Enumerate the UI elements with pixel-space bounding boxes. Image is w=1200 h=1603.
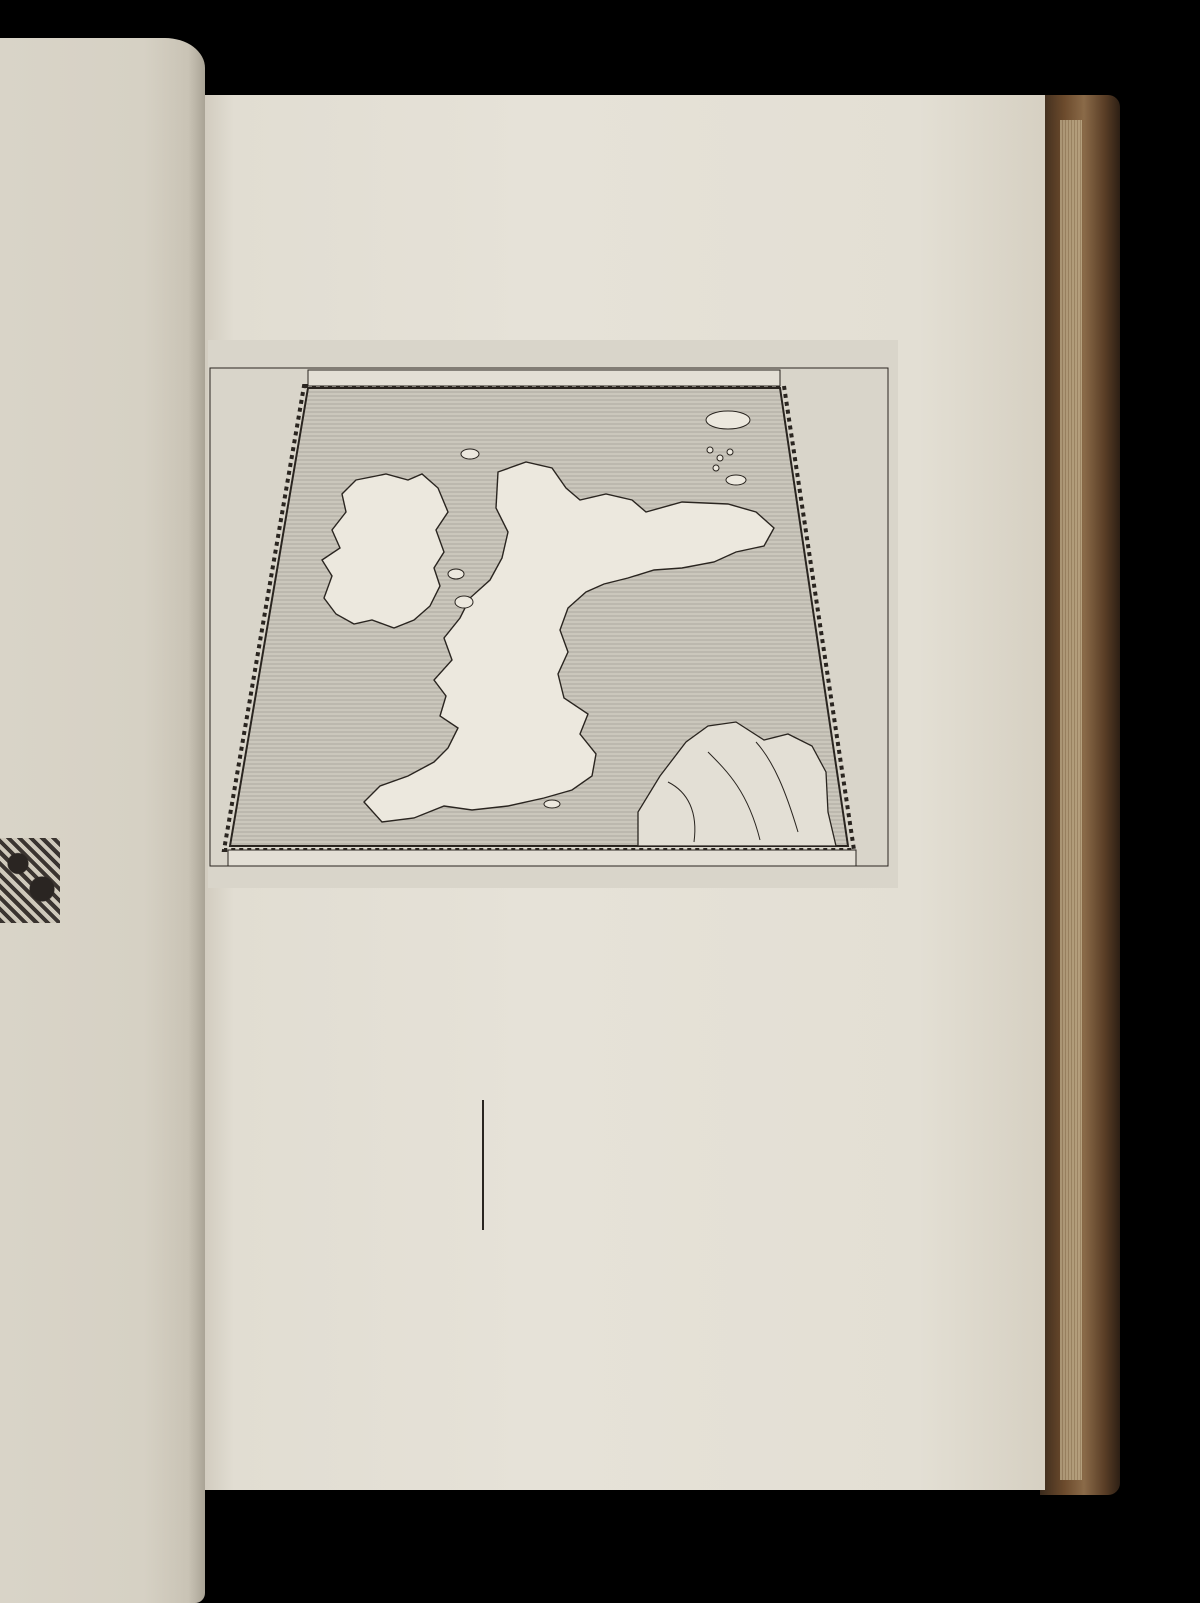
mona-isle bbox=[455, 596, 473, 608]
map-illustration bbox=[208, 362, 898, 888]
ebuda-isle bbox=[461, 449, 479, 459]
orcades-isle bbox=[706, 411, 750, 429]
left-page bbox=[0, 38, 205, 1603]
left-page-header bbox=[0, 162, 205, 169]
limnos-isle bbox=[448, 569, 464, 579]
table-divider bbox=[482, 1100, 484, 1230]
dunna-isle bbox=[726, 475, 746, 485]
page-edges bbox=[1060, 120, 1082, 1480]
left-page-ornament bbox=[0, 838, 60, 923]
vectis-isle bbox=[544, 800, 560, 808]
